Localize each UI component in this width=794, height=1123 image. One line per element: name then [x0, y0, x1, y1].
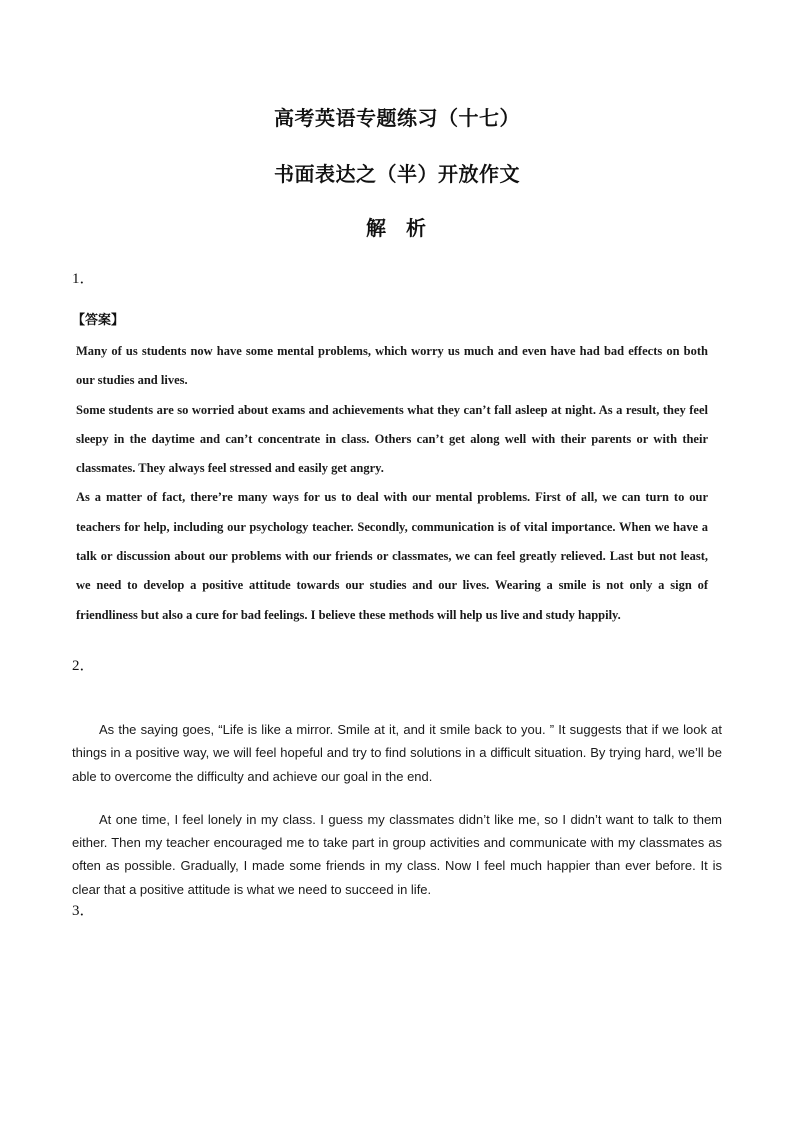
answer-2-body: [72, 718, 722, 921]
document-subtitle: 书面表达之（半）开放作文: [274, 162, 520, 186]
answer-1-paragraph: Some students are so worried about exams and achievements what they can’t fall asleep at night. As a result, they feel sleepy in the daytime and can’t concentrate in class. Others can’t get along well with their parents or with their classmates. They always feel stressed and easily get angry.: [76, 402, 708, 476]
answer-2-paragraph: As the saying goes, “Life is like a mirror. Smile at it, and it smile back to you. ” It suggests that if we look at things in a positive way, we will feel hopeful and try to find solutions in a difficult situation. By trying hard, we’ll be able to overcome the difficulty and achieve our goal in the end.: [72, 722, 722, 784]
answer-1-paragraph: Many of us students now have some mental problems, which worry us much and even have had bad effects on both our studies and lives.: [76, 344, 708, 388]
answer-1-paragraph: As a matter of fact, there’re many ways for us to deal with our mental problems. First of all, we can turn to our teachers for help, including our psychology teacher. Secondly, communication is of vital importance. When we have a talk or discussion about our problems with our friends or classmates, we can feel greatly relieved. Last but not least, we need to develop a positive attitude towards our studies and our lives. Wearing a smile is not only a sign of friendliness but also a cure for bad feelings. I believe these methods will help us live and study happily.: [76, 490, 708, 622]
answer-1-body: [76, 337, 708, 630]
question-number-2: 2．: [72, 658, 95, 674]
answer-2-paragraph: At one time, I feel lonely in my class. I guess my classmates didn’t like me, so I didn’t want to talk to them either. Then my teacher encouraged me to take part in group activities and communicate with my classmates as often as possible. Gradually, I made some friends in my class. Now I feel much happier than ever before. It is clear that a positive attitude is what we need to succeed in life.: [72, 811, 722, 897]
question-number-1: 1．: [72, 271, 95, 287]
document-title: 高考英语专题练习（十七）: [274, 106, 520, 130]
section-heading: 解析: [366, 216, 446, 240]
answer-label: 【答案】: [72, 313, 125, 328]
question-number-3: 3．: [72, 903, 95, 919]
